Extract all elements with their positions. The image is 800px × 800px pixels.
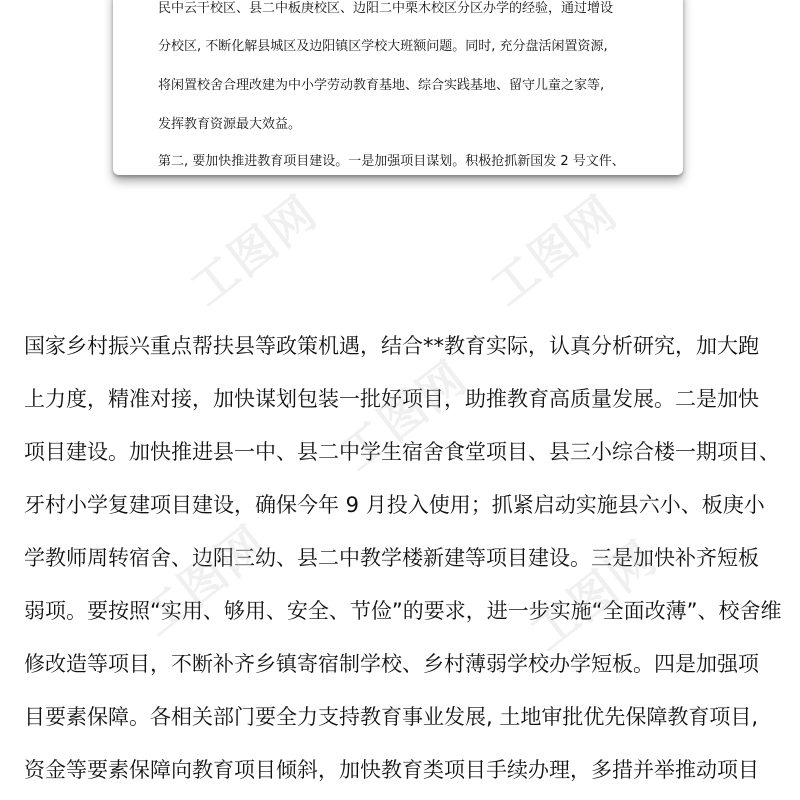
body-text-line: 项目建设。加快推进县一中、县二中学生宿舍食堂项目、县三小综合楼一期项目、 [24, 440, 780, 464]
watermark-logo: 工图网 [480, 184, 628, 316]
card-text-line: 分校区, 不断化解县城区及边阳镇区学校大班额问题。同时, 充分盘活闲置资源, [158, 39, 608, 54]
card-text-line: 发挥教育资源最大效益。 [158, 117, 302, 132]
card-text-line: 民中云干校区、县二中板庚校区、边阳二中栗木校区分区办学的经验，通过增设 [158, 1, 614, 16]
watermark-logo: 工图网 [520, 529, 668, 661]
watermark-logo: 工图网 [180, 184, 328, 316]
watermark-logo: 工图网 [130, 514, 278, 646]
body-text-line: 资金等要素保障向教育项目倾斜，加快教育类项目手续办理，多措并举推动项目 [24, 758, 759, 782]
body-text-line: 弱项。要按照“实用、够用、安全、节俭”的要求，进一步实施“全面改薄”、校舍维 [24, 599, 782, 623]
card-text-line: 将闲置校舍合理改建为中小学劳动教育基地、综合实践基地、留守儿童之家等, [158, 78, 605, 93]
body-text-line: 学教师周转宿舍、边阳三幼、县二中教学楼新建等项目建设。三是加快补齐短板 [24, 546, 759, 570]
watermark-logo: 工图网 [330, 349, 478, 481]
document-page-preview [113, 0, 683, 175]
body-text-line: 上力度，精准对接，加快谋划包装一批好项目，助推教育高质量发展。二是加快 [24, 387, 759, 411]
body-text-line: 修改造等项目，不断补齐乡镇寄宿制学校、乡村薄弱学校办学短板。四是加强项 [24, 652, 759, 676]
body-text-line: 目要素保障。各相关部门要全力支持教育事业发展, 土地审批优先保障教育项目, [24, 705, 759, 729]
body-text-line: 国家乡村振兴重点帮扶县等政策机遇，结合**教育实际，认真分析研究，加大跑 [24, 334, 759, 358]
body-text-line: 牙村小学复建项目建设，确保今年 9 月投入使用；抓紧启动实施县六小、板庚小 [24, 493, 765, 517]
card-text-line: 第二, 要加快推进教育项目建设。一是加强项目谋划。积极抢抓新国发 2 号文件、 [158, 154, 625, 169]
